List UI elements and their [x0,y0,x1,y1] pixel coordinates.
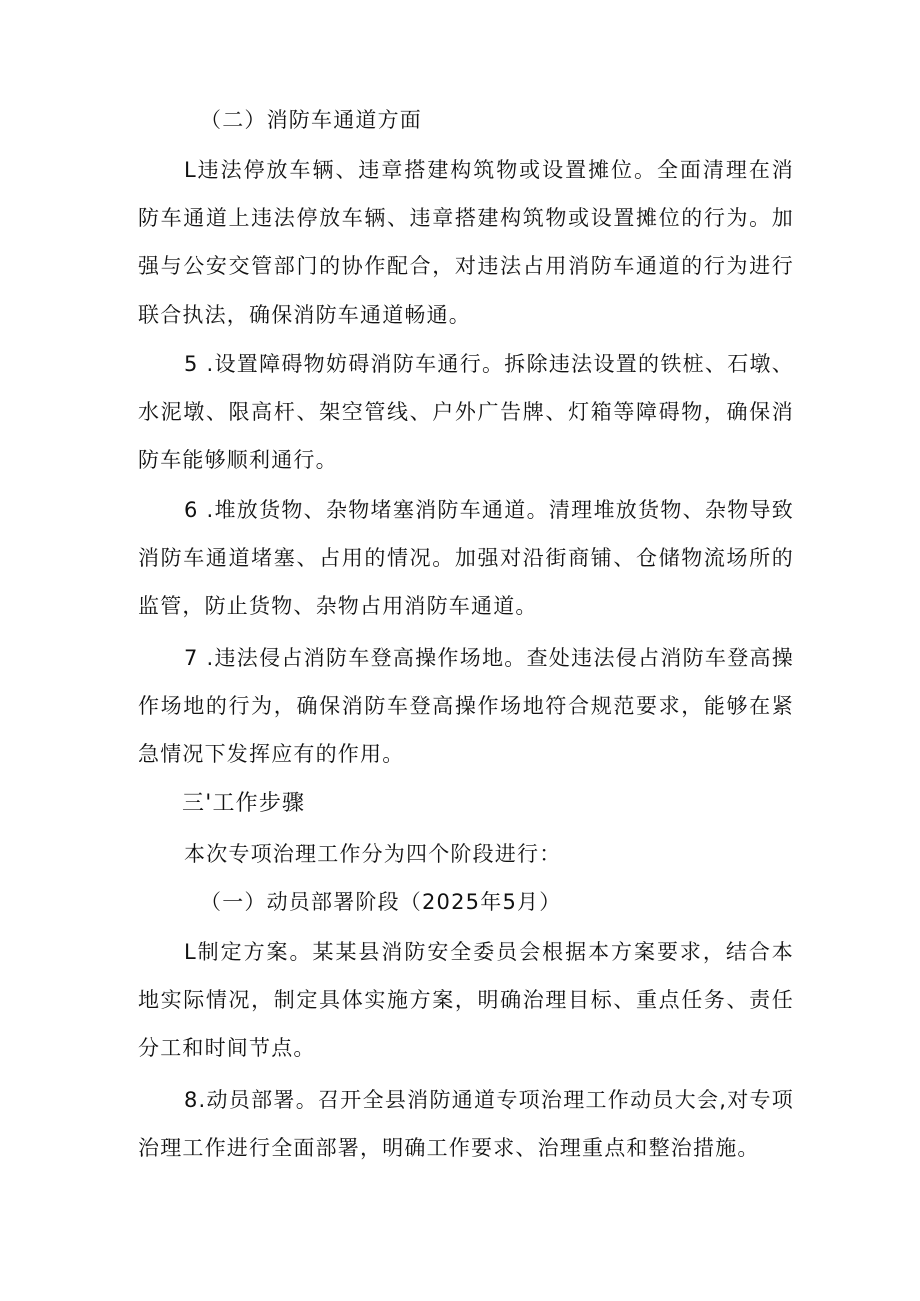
section-title-work-steps: 三'工作步骤 [182,791,306,816]
paragraph-item-5: 5 .设置障碍物妨碍消防车通行。拆除违法设置的铁桩、石墩、水泥墩、限高杆、架空管线、户外广告牌、灯箱等障碍物，确保消防车能够顺利通行。 [138,352,794,473]
paragraph-item-6: 6 .堆放货物、杂物堵塞消防车通道。清理堆放货物、杂物导致消防车通道堵塞、占用的情况。加强对沿街商铺、仓储物流场所的监管，防止货物、杂物占用消防车通道。 [138,498,794,619]
paragraph-intro: 本次专项治理工作分为四个阶段进行： [184,842,562,866]
paragraph-step-8: 8.动员部署。召开全县消防通道专项治理工作动员大会,对专项治理工作进行全面部署，明确工作要求、治理重点和整治措施。 [138,1088,794,1161]
paragraph-item-7: 7 .违法侵占消防车登高操作场地。查处违法侵占消防车登高操作场地的行为，确保消防车登高操作场地符合规范要求，能够在紧急情况下发挥应有的作用。 [138,646,794,767]
subheading-fire-lane: （二）消防车通道方面 [200,108,422,132]
paragraph-step-1: L制定方案。某某县消防安全委员会根据本方案要求，结合本地实际情况，制定具体实施方案，明确治理目标、重点任务、责任分工和时间节点。 [138,940,794,1061]
subheading-phase-1: （一）动员部署阶段（2025年5月） [200,890,562,914]
paragraph-item-4: L违法停放车辆、违章搭建构筑物或设置摊位。全面清理在消防车通道上违法停放车辆、违章搭建构筑物或设置摊位的行为。加强与公安交管部门的协作配合，对违法占用消防车通道的行为进行联合执法，确保消防车通道畅通。 [138,158,794,327]
